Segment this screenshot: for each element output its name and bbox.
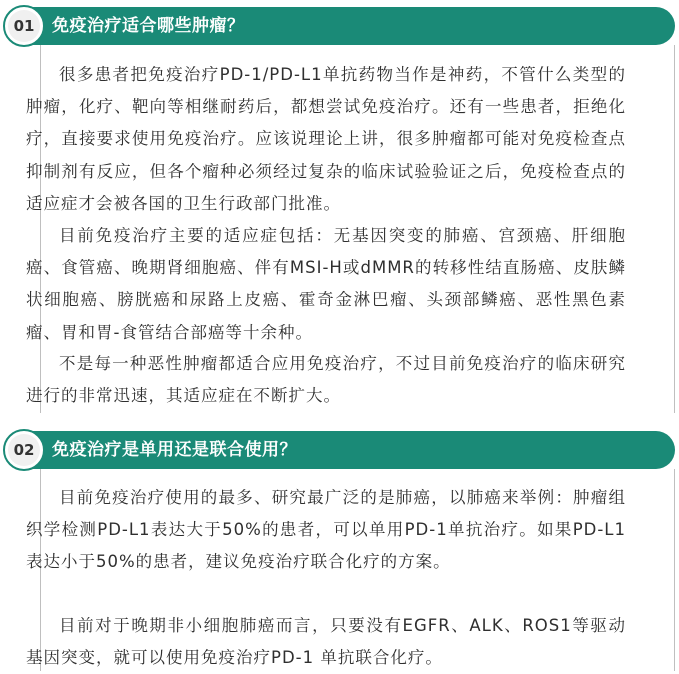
- section-header-02: [0, 431, 675, 469]
- section-number: 01: [8, 10, 40, 42]
- paragraph: 目前对于晚期非小细胞肺癌而言，只要没有EGFR、ALK、ROS1等驱动基因突变，就可以使用免疫治疗PD-1 单抗联合化疗。: [26, 616, 626, 668]
- section-title: 免疫治疗是单用还是联合使用？: [52, 440, 297, 460]
- paragraph: 很多患者把免疫治疗PD-1/PD-L1单抗药物当作是神药，不管什么类型的肿瘤，化疗、靶向等相继耐药后，都想尝试免疫治疗。还有一些患者，拒绝化疗，直接要求使用免疫治疗。应该说理论上讲，很多肿瘤都可能对免疫检查点抑制剂有反应，但各个瘤种必须经过复杂的临床试验验证之后，免疫检查点的适应症才会被各国的卫生行政部门批准。: [26, 65, 626, 213]
- paragraph: 目前免疫治疗主要的适应症包括：无基因突变的肺癌、宫颈癌、肝细胞癌、食管癌、晚期肾细胞癌、伴有MSI-H或dMMR的转移性结直肠癌、皮肤鳞状细胞癌、膀胱癌和尿路上皮癌、霍奇金淋巴瘤、头颈部鳞癌、恶性黑色素瘤、胃和胃-食管结合部癌等十余种。: [26, 226, 626, 342]
- paragraph: 不是每一种恶性肿瘤都适合应用免疫治疗，不过目前免疫治疗的临床研究进行的非常迅速，其适应症在不断扩大。: [26, 354, 626, 406]
- paragraph: 目前免疫治疗使用的最多、研究最广泛的是肺癌，以肺癌来举例：肿瘤组织学检测PD-L1表达大于50%的患者，可以单用PD-1单抗治疗。如果PD-L1表达小于50%的患者，建议免疫治疗联合化疗的方案。: [26, 488, 626, 572]
- section-number-badge: [3, 5, 45, 47]
- section-number: 02: [8, 434, 40, 466]
- section-number-badge: [3, 429, 45, 471]
- section-header-01: [0, 7, 675, 45]
- section-title: 免疫治疗适合哪些肿瘤？: [52, 16, 245, 36]
